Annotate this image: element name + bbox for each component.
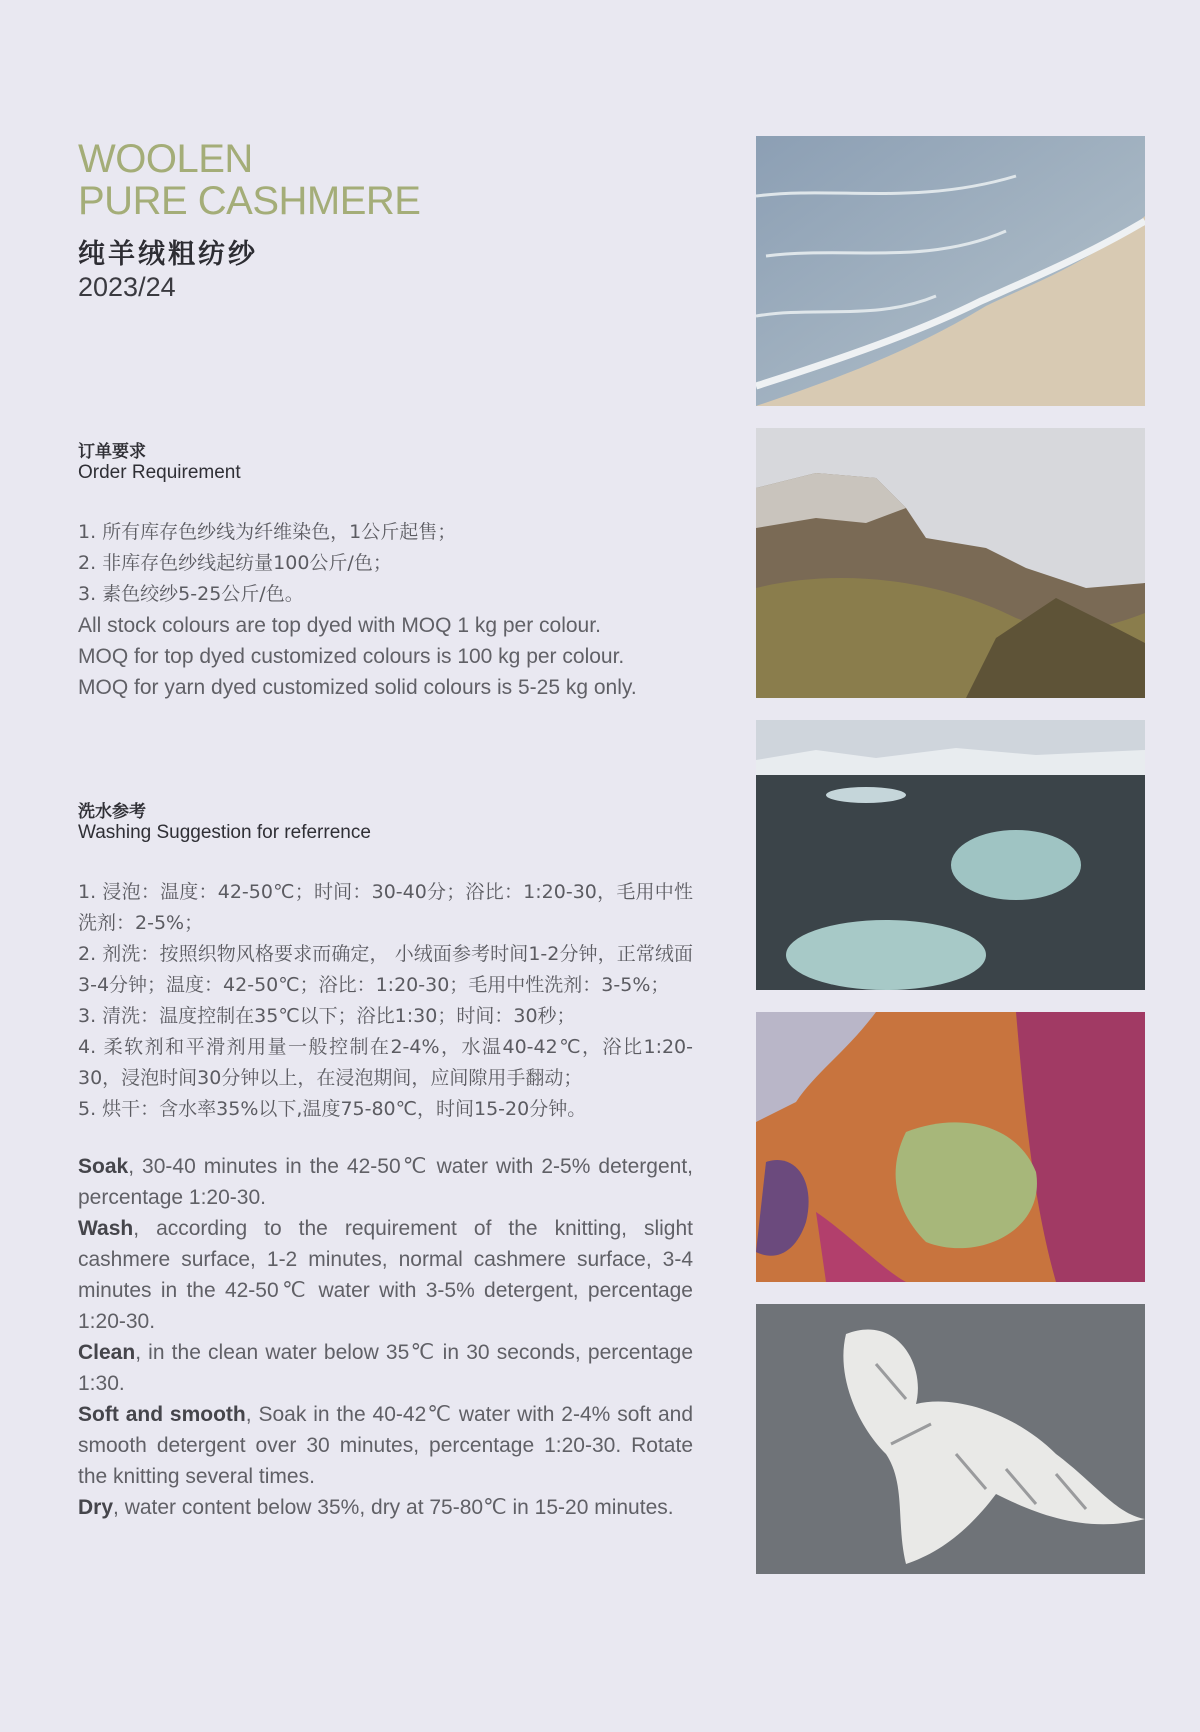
washing-heading-en: Washing Suggestion for referrence — [78, 822, 371, 843]
washing-term-soft: Soft and smooth — [78, 1403, 246, 1426]
order-en-item: MOQ for top dyed customized colours is 100 kg per colour. — [78, 645, 625, 668]
order-cn-item: 3. 素色绞纱5-25公斤/色。 — [78, 583, 304, 605]
title-chinese: 纯羊绒粗纺纱 — [78, 239, 258, 270]
washing-cn-item: 4. 柔软剂和平滑剂用量一般控制在2-4%，水温40-42℃，浴比1:20-30，浸泡时间30分钟以上，在浸泡期间，应间隙用手翻动； — [78, 1036, 693, 1089]
washing-en-item: Wash, according to the requirement of the knitting, slight cashmere surface, 1-2 minutes, normal cashmere surface, 3-4 minutes in the 42-50℃ water with 3-5% detergent, percentage 1:20-30. — [78, 1217, 693, 1333]
washing-cn-item: 1. 浸泡：温度：42-50℃；时间：30-40分；浴比：1:20-30，毛用中性洗剂：2-5%； — [78, 881, 693, 934]
washing-en-item: Clean, in the clean water below 35℃ in 30 seconds, percentage 1:30. — [78, 1341, 693, 1395]
washing-term-dry: Dry — [78, 1496, 114, 1519]
order-cn-item: 1. 所有库存色纱线为纤维染色，1公斤起售； — [78, 521, 457, 543]
washing-en-item: Dry, water content below 35%, dry at 75-80℃ in 15-20 minutes. — [78, 1496, 674, 1519]
washing-cn-item: 3. 清洗：温度控制在35℃以下；浴比1:30；时间：30秒； — [78, 1005, 576, 1027]
season-label: 2023/24 — [78, 272, 176, 302]
order-cn-item: 2. 非库存色纱线起纺量100公斤/色； — [78, 552, 392, 574]
title-line-2: PURE CASHMERE — [78, 179, 421, 223]
order-heading-en: Order Requirement — [78, 462, 241, 483]
washing-cn-item: 2. 剂洗：按照织物风格要求而确定， 小绒面参考时间1-2分钟，正常绒面3-4分钟；温度：42-50℃；浴比：1:20-30；毛用中性洗剂：3-5%； — [78, 943, 693, 996]
washing-cn-item: 5. 烘干：含水率35%以下,温度75-80℃，时间15-20分钟。 — [78, 1098, 587, 1120]
order-requirement-section — [78, 442, 693, 703]
beach-photo — [756, 136, 1145, 406]
washing-section — [78, 802, 693, 1523]
washing-term-soak: Soak — [78, 1155, 129, 1178]
washing-heading-cn: 洗水参考 — [78, 802, 146, 822]
order-heading-cn: 订单要求 — [78, 442, 146, 462]
textile-photo — [756, 1012, 1145, 1282]
sculpture-photo — [756, 1304, 1145, 1574]
title-line-1: WOOLEN — [78, 137, 253, 181]
order-en-item: All stock colours are top dyed with MOQ 1 kg per colour. — [78, 614, 601, 637]
title-block — [78, 138, 420, 222]
cliff-photo — [756, 428, 1145, 698]
washing-en-item: Soft and smooth, Soak in the 40-42℃ water with 2-4% soft and smooth detergent over 30 minutes, percentage 1:20-30. Rotate the knitting several times. — [78, 1403, 693, 1488]
lakes-photo — [756, 720, 1145, 990]
washing-en-item: Soak, 30-40 minutes in the 42-50℃ water with 2-5% detergent, percentage 1:20-30. — [78, 1155, 693, 1209]
washing-term-clean: Clean — [78, 1341, 136, 1364]
order-en-item: MOQ for yarn dyed customized solid colours is 5-25 kg only. — [78, 676, 637, 699]
washing-term-wash: Wash — [78, 1217, 134, 1240]
